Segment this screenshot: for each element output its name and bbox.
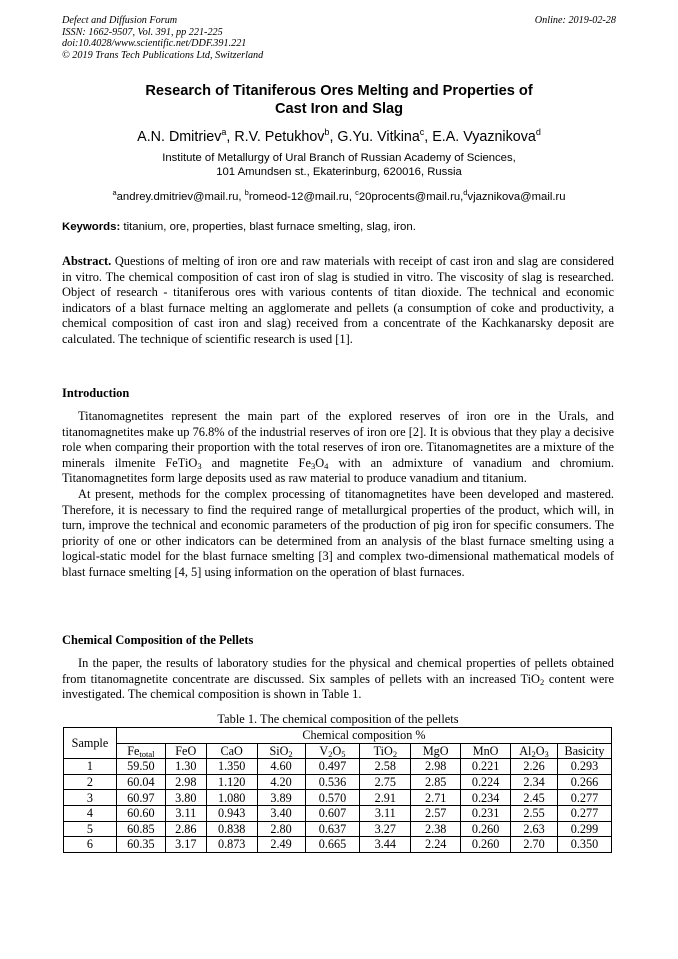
introduction-body bbox=[62, 409, 614, 581]
chemical-composition-table bbox=[63, 727, 612, 853]
abstract-text: Questions of melting of iron ore and raw materials with receipt of cast iron and slag are considered in vitro. The chemical composition of cast iron of slag is studied in vitro. The viscosity of slag is researched. Object of research - titaniferous ores with various contents of titan dioxide. The technical and economic indicators of a blast furnace melting an agglomerate and pellets (a consumption of coke and productivity, a chemical composition of cast iron and slag) received from a concentrate of the Kachkanarsky deposit are calculated. The technique of scientific research is used [1]. bbox=[62, 254, 614, 346]
column-header-text: Basicity bbox=[564, 743, 605, 758]
table-cell: 2.91 bbox=[360, 790, 411, 806]
column-header-text: MgO bbox=[422, 743, 449, 758]
pellets-paragraph bbox=[62, 656, 614, 703]
table-cell: 2.63 bbox=[511, 821, 558, 837]
table-cell: 3 bbox=[64, 790, 117, 806]
table-cell: 5 bbox=[64, 821, 117, 837]
intro-paragraph-2: At present, methods for the complex processing of titanomagnetites have been developed and mastered. Therefore, it is necessary to find the required range of metallurgical properties of the product, which will, in turn, improve the technical and economic parameters of the production of pig iron for specific consumers. The priority of one or other indicators can be determined from an analysis of the blast furnace smelting using a logical-static model for the blast furnace smelting [3] and complex two-dimensional mathematical models of blast furnace smelting [4, 5] using information on the operation of blast furnaces. bbox=[62, 486, 614, 579]
email-address: romeod-12@mail.ru, bbox=[248, 191, 356, 203]
table-cell: 2.85 bbox=[411, 774, 461, 790]
composition-group-header: Chemical composition % bbox=[116, 728, 611, 744]
column-header bbox=[165, 743, 206, 759]
column-header bbox=[305, 743, 360, 759]
table-cell: 0.231 bbox=[461, 805, 511, 821]
table-cell: 1.120 bbox=[206, 774, 257, 790]
table-cell: 0.234 bbox=[461, 790, 511, 806]
column-header-text: O bbox=[332, 743, 342, 758]
table-cell: 0.637 bbox=[305, 821, 360, 837]
author-affiliation-mark: b bbox=[324, 127, 330, 137]
copyright-line: © 2019 Trans Tech Publications Ltd, Switzerland bbox=[62, 49, 264, 61]
table-cell: 2.58 bbox=[360, 759, 411, 775]
table-cell: 0.570 bbox=[305, 790, 360, 806]
pellets-heading: Chemical Composition of the Pellets bbox=[62, 633, 254, 647]
table-cell: 59.50 bbox=[116, 759, 165, 775]
column-header-sub: 2 bbox=[328, 748, 333, 759]
table-row bbox=[64, 790, 612, 806]
issn-line: ISSN: 1662-9507, Vol. 391, pp 221-225 bbox=[62, 26, 223, 38]
introduction-heading: Introduction bbox=[62, 386, 130, 400]
column-header bbox=[461, 743, 511, 759]
keywords-text: titanium, ore, properties, blast furnace smelting, slag, iron. bbox=[120, 221, 416, 233]
table-cell: 0.943 bbox=[206, 805, 257, 821]
table-cell: 0.260 bbox=[461, 821, 511, 837]
intro-p1-text-a: Titanomagnetites represent the main part of the explored reserves of iron ore in the Urals, and titanomagnetites make up 76.8% of the industrial reserves of iron ore [2]. It is obvious that they play a decisive role when comparing their proportion with the total reserves of iron ore. Titanomagnetites are a mixture of the minerals ilmenite FeTiO bbox=[62, 409, 614, 470]
table-cell: 0.665 bbox=[305, 837, 360, 853]
author-list bbox=[62, 123, 616, 146]
table-cell: 3.80 bbox=[165, 790, 206, 806]
column-header-text: O bbox=[535, 743, 545, 758]
column-header-text: TiO bbox=[373, 743, 393, 758]
table-cell: 3.17 bbox=[165, 837, 206, 853]
affiliation-line-1: Institute of Metallurgy of Ural Branch of Russian Academy of Sciences, bbox=[162, 152, 516, 164]
table-cell: 2.71 bbox=[411, 790, 461, 806]
column-header-sub: 5 bbox=[341, 748, 346, 759]
intro-p1-sub-3: 4 bbox=[324, 460, 329, 471]
journal-name: Defect and Diffusion Forum bbox=[62, 15, 178, 26]
table-cell: 0.224 bbox=[461, 774, 511, 790]
table-cell: 0.497 bbox=[305, 759, 360, 775]
column-header-text: CaO bbox=[220, 743, 243, 758]
intro-p1-sub-2: 3 bbox=[310, 460, 316, 471]
table-cell: 1.350 bbox=[206, 759, 257, 775]
table-body bbox=[64, 759, 612, 853]
table-cell: 2.70 bbox=[511, 837, 558, 853]
table-cell: 0.299 bbox=[557, 821, 611, 837]
column-header-sub: 2 bbox=[288, 748, 293, 759]
intro-p1-sub-1: 3 bbox=[197, 460, 202, 471]
online-date: Online: 2019-02-28 bbox=[534, 15, 616, 26]
title-line-2: Cast Iron and Slag bbox=[274, 101, 404, 117]
table-cell: 60.85 bbox=[116, 821, 165, 837]
table-cell: 2.38 bbox=[411, 821, 461, 837]
table-cell: 2.86 bbox=[165, 821, 206, 837]
table-cell: 2.34 bbox=[511, 774, 558, 790]
column-header bbox=[411, 743, 461, 759]
email-mark: a bbox=[112, 188, 117, 197]
table-cell: 0.221 bbox=[461, 759, 511, 775]
keywords-label: Keywords: bbox=[62, 221, 121, 233]
intro-p1-text-c: O bbox=[315, 455, 325, 470]
table-cell: 2.98 bbox=[411, 759, 461, 775]
column-header-sub: 2 bbox=[531, 748, 536, 759]
column-header-sub: total bbox=[139, 748, 155, 759]
abstract-label: Abstract. bbox=[62, 254, 112, 268]
table-cell: 4.20 bbox=[257, 774, 305, 790]
author-separator: , bbox=[226, 129, 235, 145]
column-header bbox=[511, 743, 558, 759]
author-name: A.N. Dmitriev bbox=[137, 129, 222, 145]
intro-paragraph-1 bbox=[62, 409, 614, 487]
table-cell: 2.80 bbox=[257, 821, 305, 837]
table-cell: 0.266 bbox=[557, 774, 611, 790]
author-affiliation-mark: c bbox=[419, 127, 425, 137]
column-header-text: FeO bbox=[175, 743, 197, 758]
table-row bbox=[64, 805, 612, 821]
table-cell: 3.11 bbox=[360, 805, 411, 821]
table-row bbox=[64, 759, 612, 775]
column-header-sub: 2 bbox=[392, 748, 398, 759]
affiliation bbox=[62, 151, 616, 179]
table-cell: 3.89 bbox=[257, 790, 305, 806]
table-cell: 3.44 bbox=[360, 837, 411, 853]
table-cell: 4 bbox=[64, 805, 117, 821]
table-caption: Table 1. The chemical composition of the pellets bbox=[217, 712, 459, 726]
table-cell: 0.277 bbox=[557, 790, 611, 806]
table-cell: 3.27 bbox=[360, 821, 411, 837]
table-cell: 0.293 bbox=[557, 759, 611, 775]
email-address: andrey.dmitriev@mail.ru, bbox=[116, 191, 245, 203]
table-cell: 2.98 bbox=[165, 774, 206, 790]
title-line-1: Research of Titaniferous Ores Melting and Properties of bbox=[145, 83, 533, 99]
table-cell: 2.57 bbox=[411, 805, 461, 821]
intro-p1-text-b: and magnetite Fe bbox=[201, 455, 311, 470]
table-header-row-2 bbox=[64, 743, 612, 759]
table-row bbox=[64, 837, 612, 853]
table-cell: 2.75 bbox=[360, 774, 411, 790]
column-header bbox=[206, 743, 257, 759]
column-header-text: MnO bbox=[472, 743, 499, 758]
author-name: R.V. Petukhov bbox=[234, 129, 325, 145]
author-emails bbox=[62, 186, 616, 204]
author-affiliation-mark: d bbox=[535, 127, 541, 137]
table-cell: 60.35 bbox=[116, 837, 165, 853]
email-address: vjaznikova@mail.ru bbox=[467, 191, 566, 203]
author-name: G.Yu. Vitkina bbox=[337, 129, 420, 145]
table-cell: 2.45 bbox=[511, 790, 558, 806]
table-cell: 0.260 bbox=[461, 837, 511, 853]
paper-title bbox=[62, 82, 616, 118]
table-cell: 60.60 bbox=[116, 805, 165, 821]
email-address: 20procents@mail.ru, bbox=[358, 191, 464, 203]
table-cell: 0.838 bbox=[206, 821, 257, 837]
table-cell: 2.55 bbox=[511, 805, 558, 821]
affiliation-line-2: 101 Amundsen st., Ekaterinburg, 620016, Russia bbox=[216, 166, 462, 178]
column-header-text: Al bbox=[519, 743, 532, 758]
email-mark: b bbox=[244, 188, 249, 197]
author-separator: , bbox=[424, 129, 433, 145]
table-cell: 2 bbox=[64, 774, 117, 790]
table-cell: 0.350 bbox=[557, 837, 611, 853]
intro-p1-text-d: with an admixture of vanadium and chromium. Titanomagnetites form large deposits used as raw material to produce vanadium and titanium. bbox=[62, 455, 614, 486]
column-header-text: V bbox=[319, 743, 329, 758]
table-cell: 3.11 bbox=[165, 805, 206, 821]
table-cell: 4.60 bbox=[257, 759, 305, 775]
email-mark: d bbox=[463, 188, 468, 197]
author-separator: , bbox=[329, 129, 338, 145]
table-cell: 1.080 bbox=[206, 790, 257, 806]
email-mark: c bbox=[355, 188, 359, 197]
column-header-text: Fe bbox=[127, 743, 140, 758]
column-header-sub: 3 bbox=[544, 748, 549, 759]
table-row bbox=[64, 774, 612, 790]
author-affiliation-mark: a bbox=[221, 127, 227, 137]
table-cell: 6 bbox=[64, 837, 117, 853]
pellets-text-a: In the paper, the results of laboratory studies for the physical and chemical properties of pellets obtained from titanomagnetite concentrate are discussed. Six samples of pellets with an increased TiO bbox=[62, 656, 614, 686]
doi-line: doi:10.4028/www.scientific.net/DDF.391.221 bbox=[62, 38, 247, 49]
table-cell: 0.607 bbox=[305, 805, 360, 821]
table-cell: 60.04 bbox=[116, 774, 165, 790]
table-cell: 60.97 bbox=[116, 790, 165, 806]
column-header bbox=[557, 743, 611, 759]
table-header-row-1 bbox=[64, 728, 612, 744]
column-header bbox=[257, 743, 305, 759]
table-cell: 2.26 bbox=[511, 759, 558, 775]
table-row bbox=[64, 821, 612, 837]
column-header-text: SiO bbox=[269, 743, 289, 758]
table-cell: 0.536 bbox=[305, 774, 360, 790]
author-name: E.A. Vyaznikova bbox=[432, 129, 536, 145]
pellets-text-b: content were investigated. The chemical composition is shown in Table 1. bbox=[62, 671, 614, 702]
running-header bbox=[62, 15, 616, 61]
sample-header: Sample bbox=[64, 728, 117, 759]
column-header bbox=[360, 743, 411, 759]
abstract bbox=[62, 254, 614, 348]
column-header bbox=[116, 743, 165, 759]
table-cell: 0.277 bbox=[557, 805, 611, 821]
table-cell: 1.30 bbox=[165, 759, 206, 775]
keywords bbox=[62, 220, 616, 234]
table-cell: 3.40 bbox=[257, 805, 305, 821]
table-cell: 0.873 bbox=[206, 837, 257, 853]
table-cell: 2.24 bbox=[411, 837, 461, 853]
table-cell: 2.49 bbox=[257, 837, 305, 853]
table-cell: 1 bbox=[64, 759, 117, 775]
pellets-sub: 2 bbox=[540, 676, 545, 687]
